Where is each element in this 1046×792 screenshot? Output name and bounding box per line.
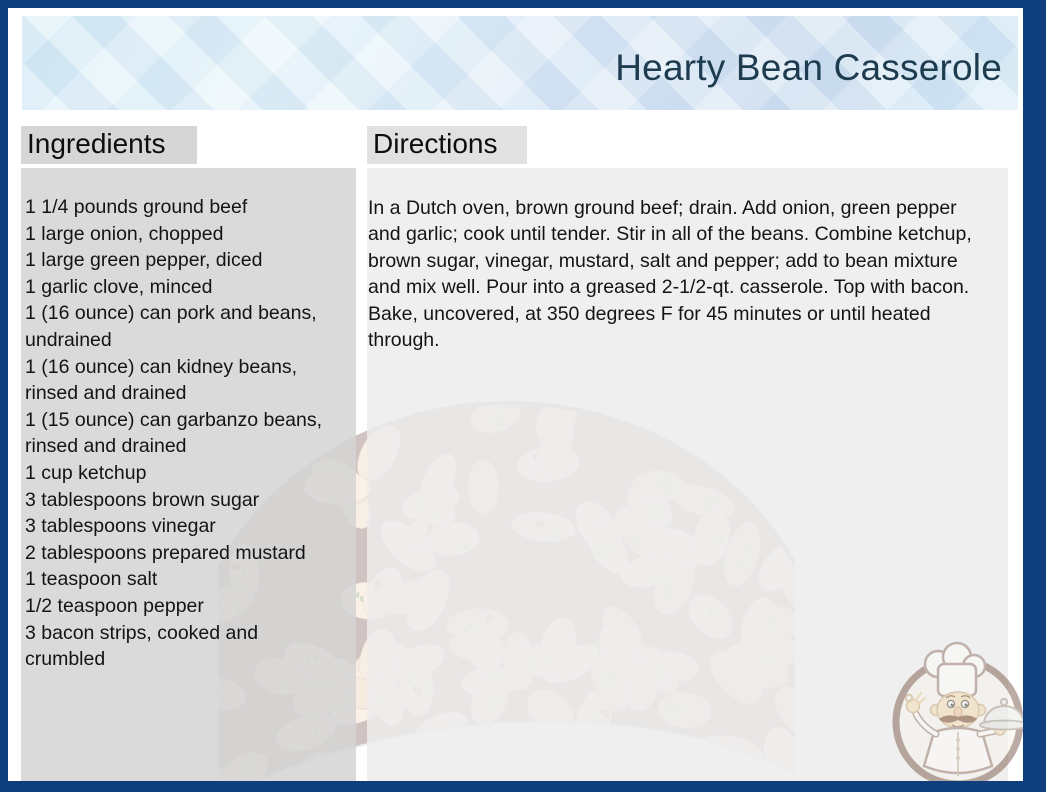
ingredients-list <box>25 194 341 673</box>
directions-heading: Directions <box>373 128 498 159</box>
ingredient-item: 3 tablespoons vinegar <box>25 515 216 538</box>
ingredient-item: 1 teaspoon salt <box>25 568 158 591</box>
ingredient-item: 1 1/4 pounds ground beef <box>25 196 248 218</box>
ingredient-item: 1 garlic clove, minced <box>25 275 213 298</box>
ingredients-heading-box <box>21 126 197 164</box>
ingredient-item: 1 cup ketchup <box>25 461 147 484</box>
ingredient-item: 3 tablespoons brown sugar <box>25 488 260 511</box>
chef-svg <box>880 638 1023 781</box>
header-banner <box>22 16 1018 110</box>
ingredient-item: 1 (16 ounce) can kidney beans, rinsed and drained <box>25 355 298 405</box>
directions-heading-box <box>367 126 527 164</box>
chef-mascot-logo <box>880 638 1023 781</box>
ingredients-heading: Ingredients <box>27 128 166 159</box>
recipe-content <box>8 8 1023 781</box>
ingredient-item: 1 (15 ounce) can garbanzo beans, rinsed and drained <box>25 408 323 458</box>
ingredient-item: 3 bacon strips, cooked and crumbled <box>25 621 259 671</box>
directions-text: In a Dutch oven, brown ground beef; drain. Add onion, green pepper and garlic; cook until tender. Stir in all of the beans. Combine ketchup, brown sugar, vinegar, mustard, salt and pepper; add to bean mixture and mix well. Pour into a greased 2-1/2-qt. casserole. Top with bacon. Bake, uncovered, at 350 degrees F for 45 minutes or until heated through. <box>368 197 972 352</box>
ingredient-item: 1/2 teaspoon pepper <box>25 594 204 617</box>
ingredient-item: 1 large green pepper, diced <box>25 249 263 272</box>
ingredient-item: 1 large onion, chopped <box>25 222 224 245</box>
ingredient-item: 2 tablespoons prepared mustard <box>25 541 306 564</box>
recipe-title: Hearty Bean Casserole <box>615 47 1002 88</box>
ingredient-item: 1 (16 ounce) can pork and beans, undrained <box>25 302 317 351</box>
